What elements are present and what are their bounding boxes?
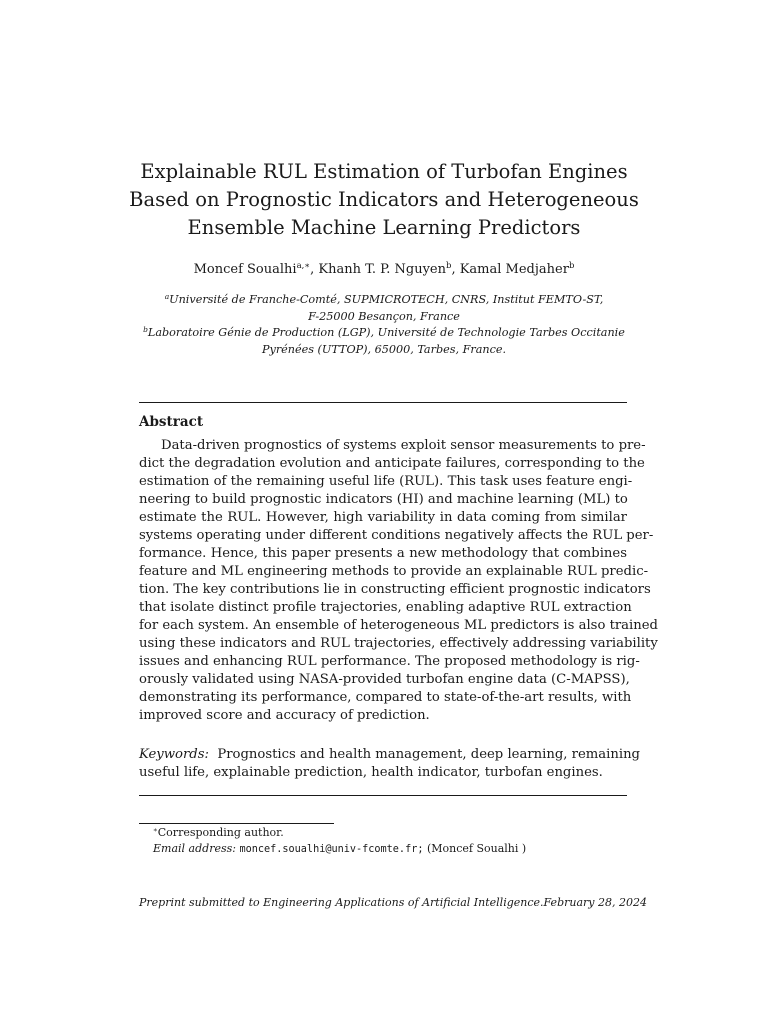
abstract-line: formance. Hence, this paper presents a new methodology that combines [139,546,627,561]
preprint-footer [139,895,647,911]
abstract-line: neering to build prognostic indicators (HI) and machine learning (ML) to [139,492,628,507]
keywords [139,746,640,782]
author-name: Moncef Soualhi [193,262,297,277]
author-list [120,261,648,279]
email-label: Email address: [153,842,236,855]
author-affiliation-mark: b [568,261,575,271]
affiliation-mark: b [143,325,148,334]
title-line-1: Explainable RUL Estimation of Turbofan Engines [140,160,628,183]
abstract-line: issues and enhancing RUL performance. The proposed methodology is rig- [139,654,640,669]
affiliation-b-line-1 [120,325,648,342]
email-owner: (Moncef Soualhi ) [426,842,527,855]
abstract-line: dict the degradation evolution and anticipate failures, corresponding to the [139,456,645,471]
footnote-rule [139,823,334,824]
affiliation-a-line-2: F-25000 Besançon, France [308,309,460,323]
abstract-line: feature and ML engineering methods to provide an explainable RUL predic- [139,564,649,579]
abstract-line: estimation of the remaining useful life (RUL). This task uses feature engi- [139,474,633,489]
abstract-line: demonstrating its performance, compared to state-of-the-art results, with [139,690,632,705]
author-affiliation-mark: b [446,261,452,271]
footnote-mark: ∗ [153,826,158,834]
affiliation-text: Université de Franche-Comté, SUPMICROTECH, CNRS, Institut FEMTO-ST, [169,293,604,306]
author-affiliation-mark: a,∗ [296,261,311,271]
title-line-3: Ensemble Machine Learning Predictors [187,216,581,239]
footnote-corresponding-text: Corresponding author. [157,826,284,839]
abstract-line: orously validated using NASA-provided turbofan engine data (C-MAPSS), [139,672,630,687]
author-separator: , [451,262,460,277]
affiliations [120,292,648,358]
footnote-corresponding [139,825,627,841]
abstract-line: estimate the RUL. However, high variability in data coming from similar [139,510,627,525]
footnote-email [139,841,627,858]
abstract-line: tion. The key contributions lie in constructing efficient prognostic indicators [139,582,651,597]
author-name: Khanh T. P. Nguyen [318,262,446,277]
affiliation-mark: a [164,292,170,301]
abstract-line: using these indicators and RUL trajectories, effectively addressing variability [139,636,658,651]
abstract-top-rule [139,402,627,403]
affiliation-a-line-1 [120,292,648,309]
email-address-link[interactable]: moncef.soualhi@univ-fcomte.fr; [239,844,424,855]
paper-title [120,158,648,242]
preprint-journal: Preprint submitted to Engineering Applications of Artificial Intelligence. [139,896,544,909]
title-line-2: Based on Prognostic Indicators and Heterogeneous [129,188,639,211]
preprint-date: February 28, 2024 [543,896,647,909]
keywords-line-2: useful life, explainable prediction, health indicator, turbofan engines. [139,765,603,780]
keywords-line-1 [139,746,640,764]
abstract-line: for each system. An ensemble of heterogeneous ML predictors is also trained [139,618,658,633]
abstract-heading: Abstract [139,414,204,430]
abstract-line: Data-driven prognostics of systems exploit sensor measurements to pre- [161,438,646,453]
abstract-bottom-rule [139,795,627,796]
keywords-text: Prognostics and health management, deep learning, remaining [217,747,640,762]
keywords-label: Keywords: [139,747,209,762]
abstract-line: that isolate distinct profile trajectories, enabling adaptive RUL extraction [139,600,632,615]
abstract-body [139,437,658,725]
affiliation-text: Laboratoire Génie de Production (LGP), Université de Technologie Tarbes Occitanie [147,326,625,339]
footnote [139,825,627,858]
author-name: Kamal Medjaher [459,262,569,277]
abstract-line: improved score and accuracy of prediction. [139,708,430,723]
affiliation-b-line-2: Pyrénées (UTTOP), 65000, Tarbes, France. [261,342,507,356]
abstract-line: systems operating under different conditions negatively affects the RUL per- [139,528,654,543]
author-separator: , [310,262,319,277]
